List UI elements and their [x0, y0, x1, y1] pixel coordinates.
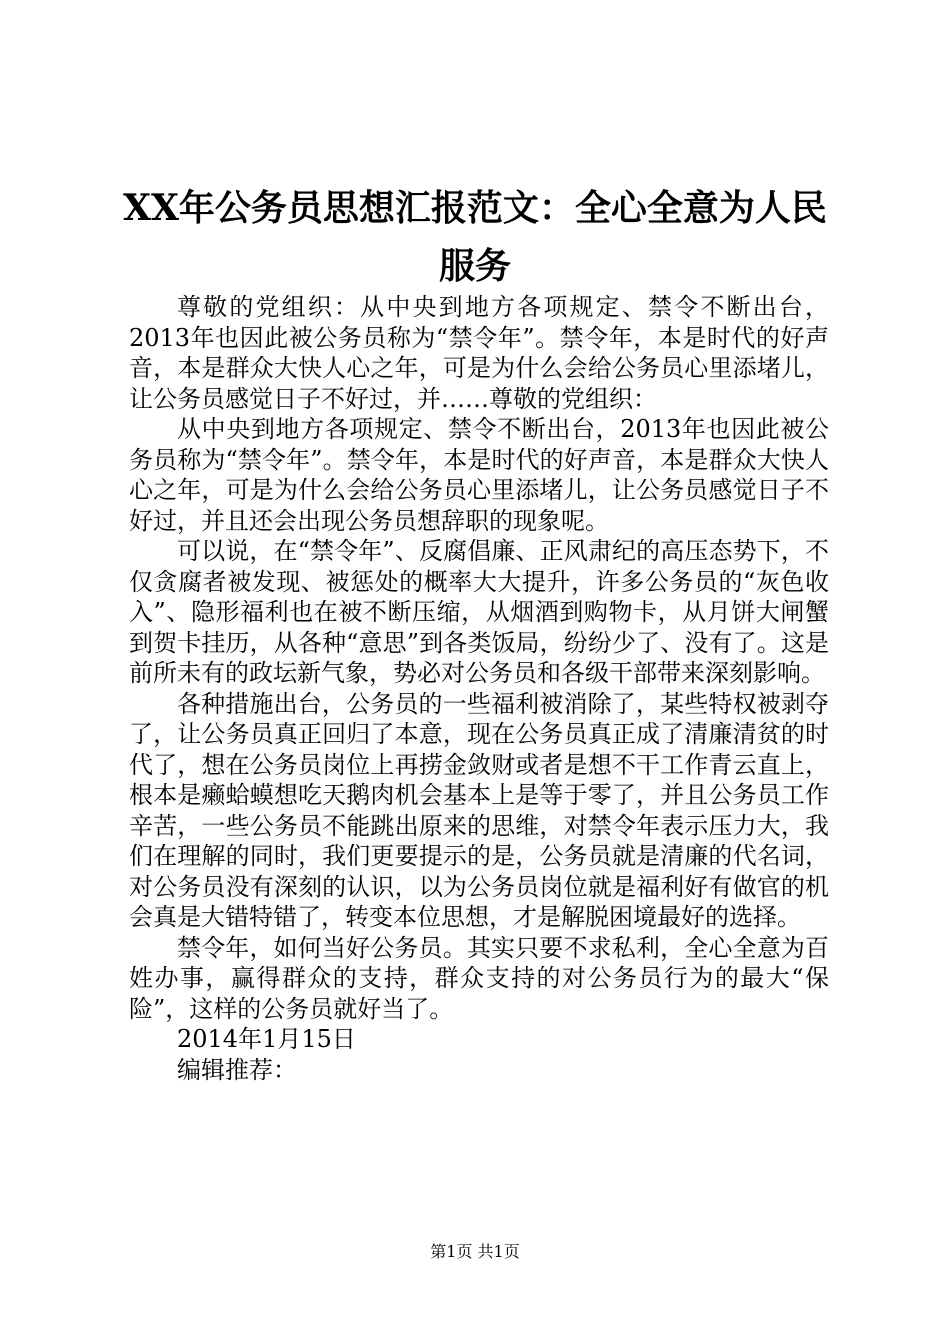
editor-recommend-label: 编辑推荐： — [177, 1055, 297, 1084]
document-body — [129, 292, 829, 1085]
paragraph-3: 可以说，在“禁令年”、反腐倡廉、正风肃纪的高压态势下，不仅贪腐者被发现、被惩处的概率大大提升，许多公务员的“灰色收入”、隐形福利也在被不断压缩，从烟酒到购物卡，从月饼大闸蟹到贺卡挂历，从各种“意思”到各类饭局，纷纷少了、没有了。这是前所未有的政坛新气象，势必对公务员和各级干部带来深刻影响。 — [129, 537, 829, 687]
document-title-line-1: XX年公务员思想汇报范文：全心全意为人民 — [123, 187, 827, 229]
document-title-line-2: 服务 — [438, 245, 511, 287]
page-number-footer: 第1页 共1页 — [430, 1242, 520, 1261]
paragraph-1: 尊敬的党组织：从中央到地方各项规定、禁令不断出台，2013年也因此被公务员称为“禁令年”。禁令年，本是时代的好声音，本是群众大快人心之年，可是为什么会给公务员心里添堵儿，让公务员感觉日子不好过，并……尊敬的党组织： — [129, 293, 829, 413]
document-date: 2014年1月15日 — [177, 1025, 356, 1053]
paragraph-5: 禁令年，如何当好公务员。其实只要不求私利，全心全意为百姓办事，赢得群众的支持，群众支持的对公务员行为的最大“保险”，这样的公务员就好当了。 — [129, 933, 829, 1023]
paragraph-2: 从中央到地方各项规定、禁令不断出台，2013年也因此被公务员称为“禁令年”。禁令年，本是时代的好声音，本是群众大快人心之年，可是为什么会给公务员心里添堵儿，让公务员感觉日子不好过，并且还会出现公务员想辞职的现象呢。 — [129, 415, 829, 535]
paragraph-4: 各种措施出台，公务员的一些福利被消除了，某些特权被剥夺了，让公务员真正回归了本意，现在公务员真正成了清廉清贫的时代了，想在公务员岗位上再捞金敛财或者是想不干工作青云直上，根本是癞蛤蟆想吃天鹅肉机会基本上是等于零了，并且公务员工作辛苦，一些公务员不能跳出原来的思维，对禁令年表示压力大，我们在理解的同时，我们更要提示的是，公务员就是清廉的代名词，对公务员没有深刻的认识，以为公务员岗位就是福利好有做官的机会真是大错特错了，转变本位思想，才是解脱困境最好的选择。 — [129, 689, 829, 931]
